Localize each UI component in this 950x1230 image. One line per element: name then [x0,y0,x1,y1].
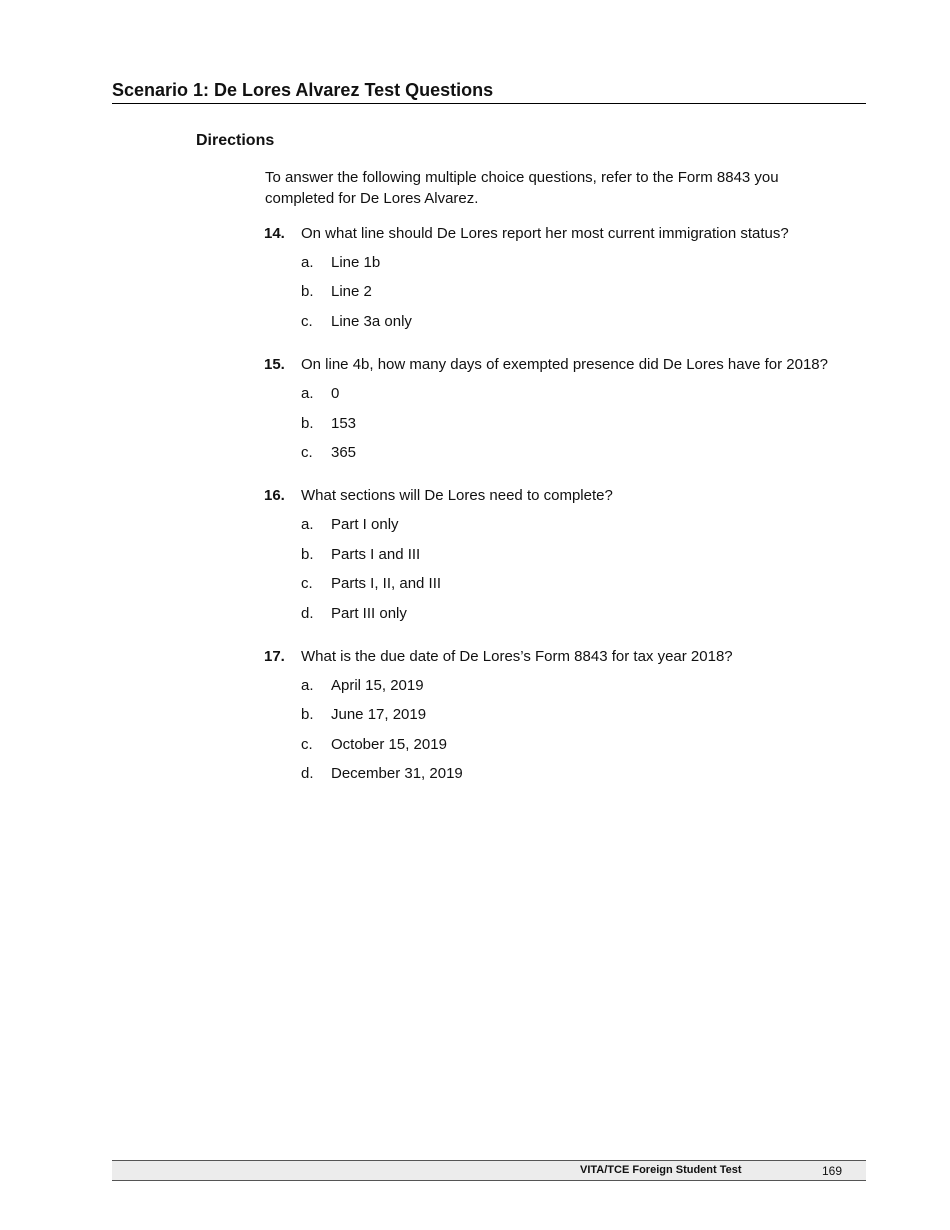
directions-text: To answer the following multiple choice questions, refer to the Form 8843 you completed for De Lores Alvarez. [265,169,779,207]
answer-option [301,704,864,733]
option-letter: d. [301,765,314,783]
answer-option [301,442,864,471]
question-list [264,223,864,806]
answer-option [301,544,864,573]
answer-option [301,734,864,763]
option-text: 365 [331,443,357,461]
option-letter: b. [301,414,314,432]
question-17 [264,646,864,793]
question-text: What sections will De Lores need to complete? [301,487,613,505]
answer-option [301,413,864,442]
option-letter: a. [301,254,314,271]
question-14 [264,223,864,340]
answer-option [301,383,864,412]
option-text: Line 3a only [331,312,412,330]
question-text: On what line should De Lores report her most current immigration status? [301,225,789,242]
option-letter: c. [301,443,313,461]
option-letter: c. [301,575,313,593]
option-letter: a. [301,676,314,694]
option-letter: c. [301,312,313,330]
answer-option [301,514,864,543]
option-text: Part III only [331,604,407,622]
answer-option [301,675,864,704]
question-number: 16. [264,487,285,505]
answer-option [301,763,864,792]
option-text: April 15, 2019 [331,676,424,694]
option-text: June 17, 2019 [331,706,427,724]
option-letter: d. [301,604,314,622]
question-text: On line 4b, how many days of exempted presence did De Lores have for 2018? [301,356,828,374]
question-15 [264,354,864,471]
option-letter: c. [301,735,313,753]
option-text: December 31, 2019 [331,765,463,783]
question-number: 14. [264,225,285,242]
option-letter: b. [301,706,314,724]
option-text: Line 2 [331,283,372,301]
answer-option [301,281,864,310]
option-text: October 15, 2019 [331,735,447,753]
answer-option [301,603,864,632]
answer-option [301,311,864,340]
question-text: What is the due date of De Lores’s Form 8843 for tax year 2018? [301,647,733,665]
page-footer [112,1160,866,1181]
answer-option [301,252,864,281]
option-text: 153 [331,414,357,432]
question-16 [264,485,864,632]
option-letter: a. [301,385,314,403]
directions-heading: Directions [196,132,275,149]
option-letter: b. [301,545,314,563]
question-number: 17. [264,647,285,665]
option-text: Parts I, II, and III [331,575,442,593]
option-letter: a. [301,516,314,534]
answer-option [301,573,864,602]
option-text: 0 [331,385,340,403]
question-number: 15. [264,356,285,374]
option-text: Line 1b [331,254,381,271]
option-text: Parts I and III [331,545,421,563]
footer-title: VITA/TCE Foreign Student Test [580,1164,742,1176]
option-text: Part I only [331,516,399,534]
page-title: Scenario 1: De Lores Alvarez Test Questions [112,79,866,104]
page-number: 169 [822,1164,843,1178]
option-letter: b. [301,283,314,301]
